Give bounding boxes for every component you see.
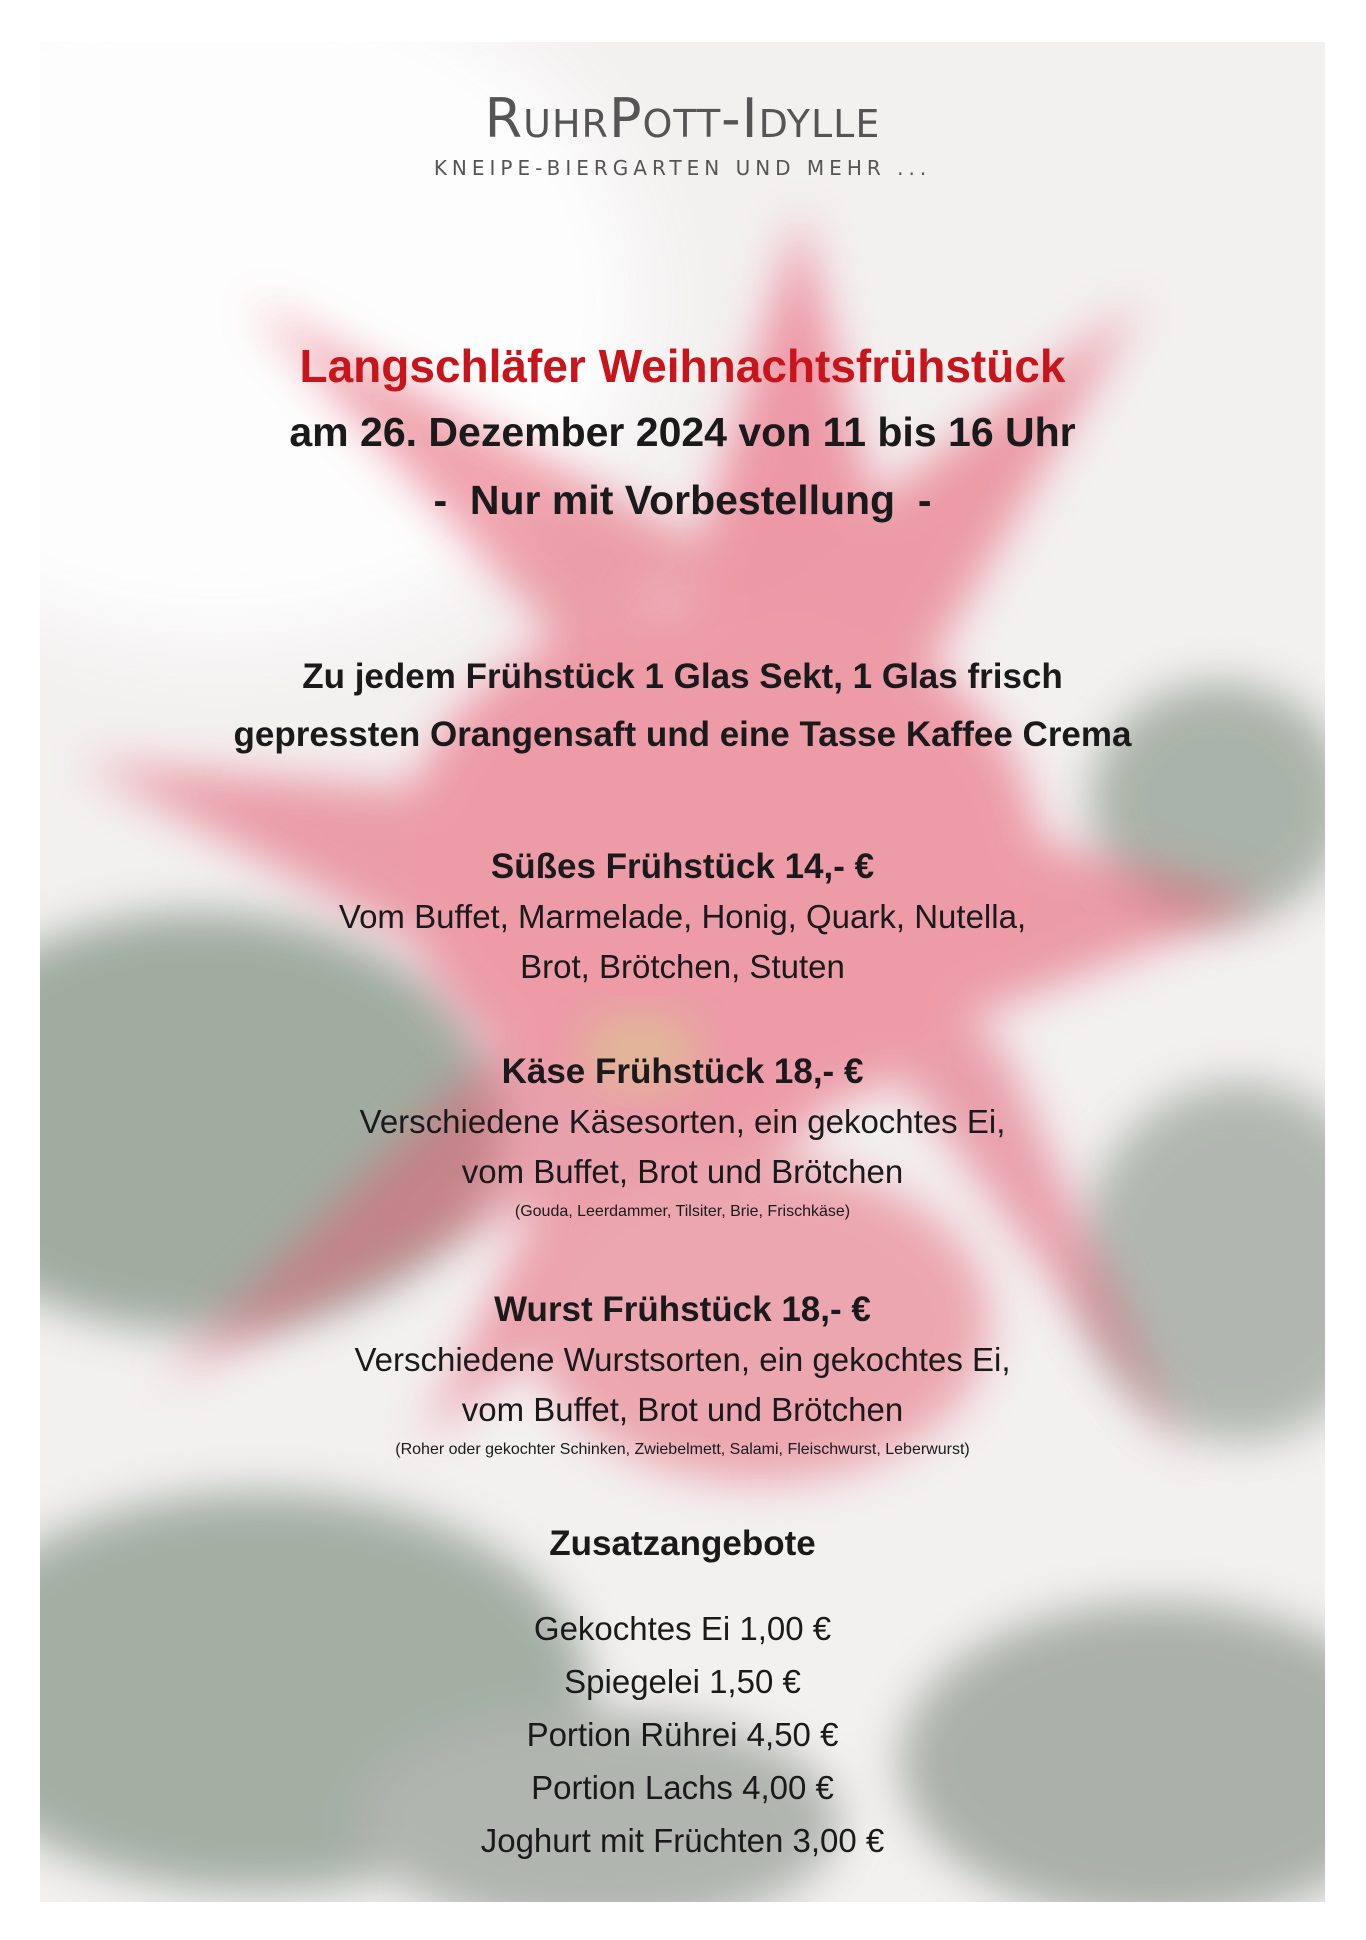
preorder-notice: - Nur mit Vorbestellung -: [433, 477, 932, 523]
menu-description: Brot, Brötchen, Stuten: [520, 948, 845, 985]
menu-description: vom Buffet, Brot und Brötchen: [461, 1391, 904, 1428]
menu-description: Verschiedene Wurstsorten, ein gekochtes Ei,: [354, 1341, 1011, 1378]
menu-description: Vom Buffet, Marmelade, Honig, Quark, Nutella,: [338, 898, 1027, 935]
extras-item: Gekochtes Ei 1,00 €: [533, 1610, 832, 1647]
menu-description: vom Buffet, Brot und Brötchen: [461, 1153, 904, 1190]
menu-sausage-breakfast: [40, 1285, 1325, 1463]
menu-note: (Roher oder gekochter Schinken, Zwiebelmett, Salami, Fleischwurst, Leberwurst): [395, 1441, 970, 1458]
logo: [40, 87, 1325, 180]
extras-item: Spiegelei 1,50 €: [564, 1663, 801, 1700]
extras-item: Portion Rührei 4,50 €: [526, 1716, 839, 1753]
extras-item: Joghurt mit Früchten 3,00 €: [480, 1822, 885, 1859]
headline: Langschläfer Weihnachtsfrühstück: [299, 340, 1066, 392]
extras-item: Portion Lachs 4,00 €: [531, 1769, 834, 1806]
menu-title: Wurst Frühstück 18,- €: [494, 1290, 871, 1329]
menu-title: Süßes Frühstück 14,- €: [490, 847, 875, 886]
event-date: am 26. Dezember 2024 von 11 bis 16 Uhr: [289, 409, 1076, 455]
menu-cheese-breakfast: [40, 1047, 1325, 1225]
extras-title: Zusatzangebote: [549, 1524, 816, 1563]
menu-note: (Gouda, Leerdammer, Tilsiter, Brie, Frischkäse): [514, 1203, 851, 1220]
menu-title: Käse Frühstück 18,- €: [501, 1052, 864, 1091]
intro-line: gepressten Orangensaft und eine Tasse Kaffee Crema: [233, 715, 1132, 754]
logo-title: RuhrPott-Idylle: [484, 87, 881, 150]
flyer-page: [40, 42, 1325, 1902]
extras-list: [40, 1602, 1325, 1867]
menu-sweet-breakfast: [40, 842, 1325, 992]
logo-subtitle: KNEIPE-BIERGARTEN UND MEHR ...: [433, 156, 932, 180]
intro-text: [40, 648, 1325, 764]
intro-line: Zu jedem Frühstück 1 Glas Sekt, 1 Glas frisch: [302, 657, 1063, 696]
menu-description: Verschiedene Käsesorten, ein gekochtes Ei,: [359, 1103, 1006, 1140]
